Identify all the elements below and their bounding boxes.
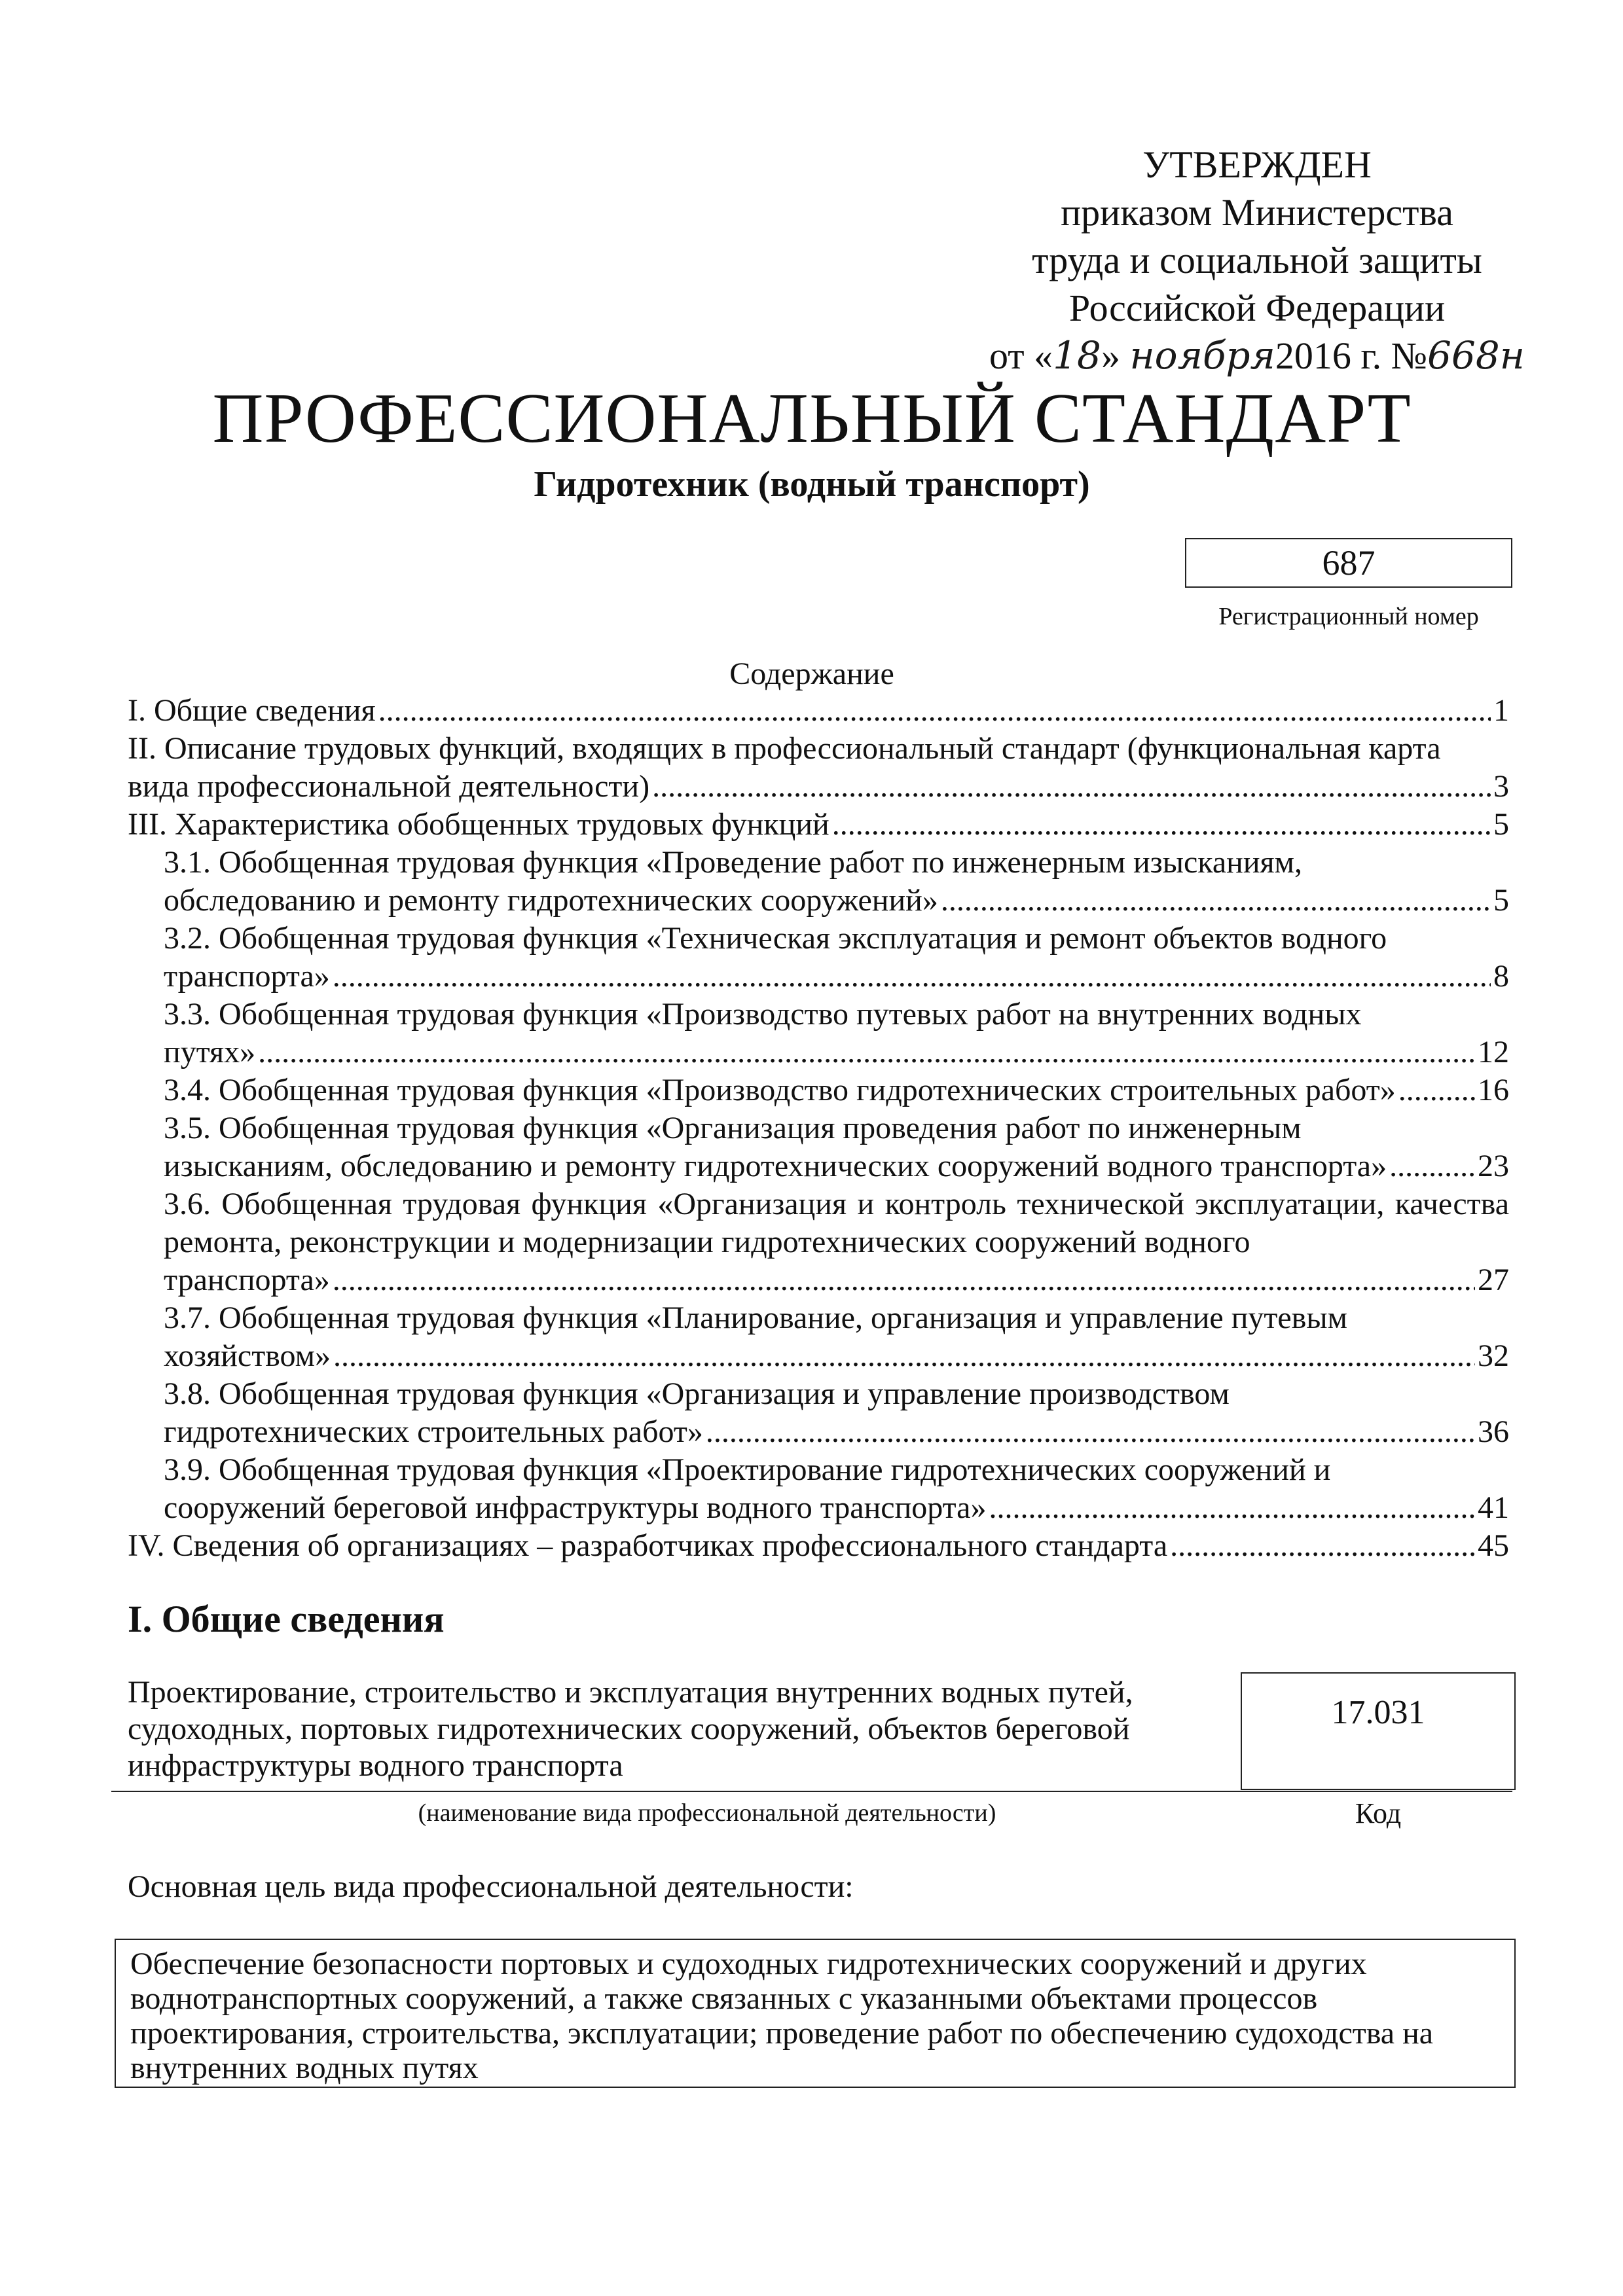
- toc-page-number: 32: [1478, 1338, 1509, 1373]
- toc-entry[interactable]: [128, 730, 1509, 806]
- date-prefix: от «: [989, 334, 1053, 377]
- toc-entry-lastline: [128, 1527, 1509, 1565]
- toc-dot-leader: [333, 1261, 1475, 1299]
- toc-entry-title: IV. Сведения об организациях – разработчиках профессионального стандарта: [128, 1528, 1168, 1563]
- toc-entry-title: изысканиям, обследованию и ремонту гидротехнических сооружений водного транспорта»: [164, 1149, 1387, 1183]
- toc-entry-text: 3.2. Обобщенная трудовая функция «Техническая эксплуатация и ремонт объектов водного: [164, 921, 1387, 956]
- toc-dot-leader: [1389, 1147, 1475, 1185]
- toc-entry-lastline: [164, 1033, 1509, 1071]
- toc-entry[interactable]: [128, 1109, 1509, 1185]
- approval-line-3: Российской Федерации: [1068, 287, 1446, 329]
- toc-entry-lastline: [128, 806, 1509, 844]
- toc-entry[interactable]: [128, 1185, 1509, 1299]
- toc-entry[interactable]: [128, 1071, 1509, 1109]
- toc-entry-title: транспорта»: [164, 959, 330, 994]
- date-year: 2016 г. №: [1275, 334, 1428, 377]
- toc-entry-title: транспорта»: [164, 1263, 330, 1297]
- toc-page-number: 41: [1478, 1490, 1509, 1525]
- toc-entry[interactable]: [128, 1451, 1509, 1527]
- toc-entry-lastline: [164, 1147, 1509, 1185]
- toc-dot-leader: [652, 768, 1491, 806]
- approval-date-line: [976, 332, 1539, 380]
- toc-entry-title: хозяйством»: [164, 1338, 331, 1373]
- toc-page-number: 12: [1478, 1035, 1509, 1069]
- activity-code-caption: Код: [1355, 1797, 1402, 1829]
- document-title: ПРОФЕССИОНАЛЬНЫЙ СТАНДАРТ: [212, 380, 1412, 457]
- toc-entry-text: 3.5. Обобщенная трудовая функция «Организация проведения работ по инженерным: [164, 1111, 1302, 1145]
- toc-entry-title: гидротехнических строительных работ»: [164, 1414, 703, 1449]
- toc-page-number: 8: [1493, 959, 1509, 994]
- toc-entry[interactable]: [128, 692, 1509, 730]
- toc-entry-lastline: [164, 1071, 1509, 1109]
- toc-page-number: 45: [1478, 1528, 1509, 1563]
- toc-entry-text: 3.7. Обобщенная трудовая функция «Планирование, организация и управление путевым: [164, 1300, 1347, 1335]
- activity-area-underline: [111, 1791, 1512, 1792]
- toc-dot-leader: [258, 1033, 1475, 1071]
- toc-entry-text: 3.3. Обобщенная трудовая функция «Производство путевых работ на внутренних водных: [164, 997, 1362, 1031]
- toc-entry-text: 3.1. Обобщенная трудовая функция «Проведение работ по инженерным изысканиям,: [164, 845, 1302, 880]
- toc-entry-lastline: [128, 692, 1509, 730]
- toc-dot-leader: [333, 1337, 1475, 1375]
- toc-heading: Содержание: [729, 656, 894, 691]
- toc-entry-title: 3.4. Обобщенная трудовая функция «Производство гидротехнических строительных работ»: [164, 1073, 1396, 1107]
- registration-number-box: 687: [1185, 538, 1512, 588]
- date-mid: »: [1101, 334, 1130, 377]
- section-heading: I. Общие сведения: [128, 1598, 445, 1640]
- toc-entry[interactable]: [128, 806, 1509, 844]
- toc-dot-leader: [706, 1413, 1475, 1451]
- toc-entry-title: вида профессиональной деятельности): [128, 769, 650, 804]
- toc-page-number: 5: [1493, 807, 1509, 842]
- toc-entry-lastline: [164, 882, 1509, 920]
- toc-entry-text: 3.6. Обобщенная трудовая функция «Организация и контроль технической эксплуатации, качества ремонта, реконструкции и модернизации гидротехнических сооружений водного: [164, 1187, 1509, 1259]
- toc-page-number: 3: [1493, 769, 1509, 804]
- toc-entry-title: обследованию и ремонту гидротехнических сооружений»: [164, 883, 938, 918]
- toc-entry[interactable]: [128, 1375, 1509, 1451]
- toc-entry[interactable]: [128, 920, 1509, 996]
- toc-entry-lastline: [128, 768, 1509, 806]
- toc-page-number: 27: [1478, 1263, 1509, 1297]
- toc-entry-lastline: [164, 958, 1509, 996]
- toc-page-number: 36: [1478, 1414, 1509, 1449]
- approval-block: [976, 141, 1539, 380]
- toc-dot-leader: [378, 692, 1491, 730]
- table-of-contents: [128, 692, 1509, 1565]
- activity-code-box: 17.031: [1241, 1672, 1516, 1790]
- toc-entry-title: путях»: [164, 1035, 256, 1069]
- activity-area-caption: (наименование вида профессиональной деятельности): [418, 1799, 996, 1827]
- toc-page-number: 16: [1478, 1073, 1509, 1107]
- toc-entry[interactable]: [128, 1299, 1509, 1375]
- toc-entry-title: сооружений береговой инфраструктуры водного транспорта»: [164, 1490, 987, 1525]
- toc-page-number: 23: [1478, 1149, 1509, 1183]
- toc-entry-lastline: [164, 1489, 1509, 1527]
- toc-entry-lastline: [164, 1337, 1509, 1375]
- toc-dot-leader: [1170, 1527, 1475, 1565]
- activity-area-name: Проектирование, строительство и эксплуатация внутренних водных путей, судоходных, портовых гидротехнических сооружений, объектов береговой инфраструктуры водного транспорта: [128, 1675, 1133, 1783]
- handwritten-order-number: 668н: [1427, 333, 1525, 378]
- toc-entry-text: 3.8. Обобщенная трудовая функция «Организация и управление производством: [164, 1376, 1230, 1411]
- toc-dot-leader: [1398, 1071, 1475, 1109]
- toc-page-number: 5: [1493, 883, 1509, 918]
- toc-entry-lastline: [164, 1413, 1509, 1451]
- document-subtitle: Гидротехник (водный транспорт): [534, 464, 1090, 505]
- handwritten-day: 18: [1053, 333, 1101, 378]
- approval-heading: УТВЕРЖДЕН: [1142, 143, 1372, 186]
- handwritten-month: ноября: [1129, 333, 1275, 378]
- toc-dot-leader: [989, 1489, 1475, 1527]
- toc-entry-title: I. Общие сведения: [128, 693, 376, 728]
- goal-text-box: Обеспечение безопасности портовых и судоходных гидротехнических сооружений и других воднотранспортных сооружений, а также связанных с указанными объектами процессов проектирования, строительства, эксплуатации; проведение работ по обеспечению судоходства на внутренних водных путях: [115, 1939, 1516, 2088]
- registration-number-label: Регистрационный номер: [1218, 603, 1479, 630]
- goal-label: Основная цель вида профессиональной деятельности:: [128, 1869, 854, 1904]
- toc-entry-text: 3.9. Обобщенная трудовая функция «Проектирование гидротехнических сооружений и: [164, 1452, 1331, 1487]
- toc-page-number: 1: [1493, 693, 1509, 728]
- toc-entry-lastline: [164, 1261, 1509, 1299]
- approval-line-2: труда и социальной защиты: [1032, 239, 1482, 281]
- toc-dot-leader: [333, 958, 1491, 996]
- toc-entry[interactable]: [128, 844, 1509, 920]
- approval-line-1: приказом Министерства: [1061, 191, 1453, 234]
- toc-dot-leader: [832, 806, 1491, 844]
- toc-entry[interactable]: [128, 996, 1509, 1071]
- toc-entry-title: III. Характеристика обобщенных трудовых функций: [128, 807, 830, 842]
- toc-dot-leader: [941, 882, 1491, 920]
- toc-entry-text: II. Описание трудовых функций, входящих в профессиональный стандарт (функциональная карта: [128, 731, 1441, 766]
- toc-entry[interactable]: [128, 1527, 1509, 1565]
